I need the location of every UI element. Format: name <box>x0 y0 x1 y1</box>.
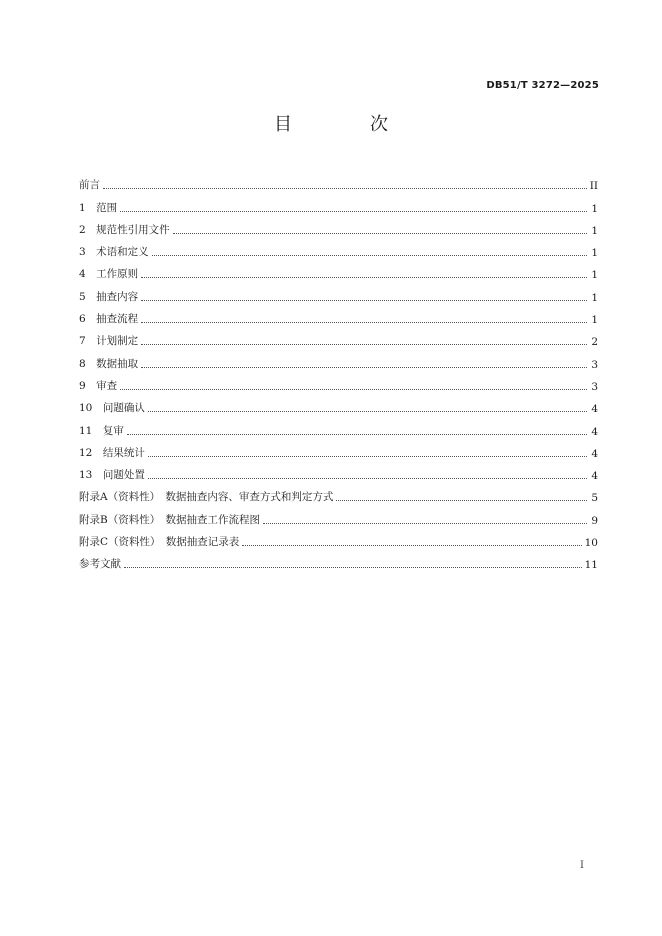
toc-entry-page: 9 <box>591 514 598 527</box>
toc-entry-foreword[interactable] <box>79 170 598 192</box>
toc-entry-label: 参考文献 <box>79 558 121 571</box>
toc-entry-appendix-c[interactable] <box>79 527 598 549</box>
toc-entry-page: 10 <box>584 537 598 550</box>
toc-entry-page: 5 <box>591 492 598 505</box>
page-title: 目 次 <box>274 114 418 135</box>
toc-entry-page: 3 <box>591 380 598 393</box>
table-of-contents <box>79 170 598 571</box>
toc-entry-page: 1 <box>591 291 598 304</box>
toc-entry-normative-references[interactable] <box>79 215 598 237</box>
toc-entry-label: 10 问题确认 <box>79 402 145 415</box>
toc-entry-page: 4 <box>591 447 598 460</box>
toc-entry-working-principles[interactable] <box>79 259 598 281</box>
toc-entry-page: 1 <box>591 224 598 237</box>
toc-entry-label: 11 复审 <box>79 424 124 437</box>
dot-leader <box>124 557 582 568</box>
document-code: DB51/T 3272—2025 <box>486 80 599 91</box>
dot-leader <box>173 223 587 234</box>
toc-entry-terms-definitions[interactable] <box>79 237 598 259</box>
toc-entry-page: 11 <box>584 559 598 572</box>
toc-entry-re-review[interactable] <box>79 415 598 437</box>
toc-entry-page: 2 <box>591 336 598 349</box>
toc-entry-label: 前言 <box>79 179 100 192</box>
toc-entry-appendix-b[interactable] <box>79 504 598 526</box>
dot-leader <box>103 178 587 189</box>
toc-entry-label: 12 结果统计 <box>79 446 145 459</box>
toc-entry-label: 附录A（资料性） 数据抽查内容、审查方式和判定方式 <box>79 491 334 504</box>
toc-entry-bibliography[interactable] <box>79 549 598 571</box>
toc-entry-label: 7 计划制定 <box>79 335 139 348</box>
toc-entry-page: 4 <box>591 425 598 438</box>
dot-leader <box>336 490 587 501</box>
toc-entry-data-extraction[interactable] <box>79 348 598 370</box>
dot-leader <box>148 446 587 457</box>
toc-entry-review[interactable] <box>79 371 598 393</box>
dot-leader <box>120 201 587 212</box>
toc-entry-label: 6 抽查流程 <box>79 313 139 326</box>
dot-leader <box>141 334 587 345</box>
toc-entry-page: 1 <box>591 314 598 327</box>
toc-entry-inspection-content[interactable] <box>79 281 598 303</box>
toc-entry-inspection-process[interactable] <box>79 304 598 326</box>
dot-leader <box>263 513 587 524</box>
toc-entry-label: 附录B（资料性） 数据抽查工作流程图 <box>79 513 260 526</box>
toc-entry-label: 9 审查 <box>79 379 118 392</box>
dot-leader <box>127 424 587 435</box>
dot-leader <box>120 379 587 390</box>
page-number: I <box>580 860 584 871</box>
toc-entry-page: 1 <box>591 269 598 282</box>
toc-entry-label: 4 工作原则 <box>79 268 139 281</box>
dot-leader <box>141 357 587 368</box>
toc-entry-page: 4 <box>591 403 598 416</box>
toc-entry-scope[interactable] <box>79 192 598 214</box>
toc-entry-label: 1 范围 <box>79 201 118 214</box>
dot-leader <box>141 312 587 323</box>
dot-leader <box>152 245 587 256</box>
toc-entry-result-statistics[interactable] <box>79 438 598 460</box>
toc-entry-label: 8 数据抽取 <box>79 357 139 370</box>
toc-entry-issue-confirmation[interactable] <box>79 393 598 415</box>
toc-entry-page: 3 <box>591 358 598 371</box>
toc-entry-plan-formulation[interactable] <box>79 326 598 348</box>
toc-entry-issue-handling[interactable] <box>79 460 598 482</box>
toc-entry-label: 3 术语和定义 <box>79 246 149 259</box>
dot-leader <box>242 535 581 546</box>
toc-entry-page: II <box>589 180 598 193</box>
toc-entry-label: 5 抽查内容 <box>79 290 139 303</box>
toc-entry-label: 2 规范性引用文件 <box>79 223 170 236</box>
toc-entry-label: 13 问题处置 <box>79 469 145 482</box>
toc-entry-appendix-a[interactable] <box>79 482 598 504</box>
toc-entry-page: 1 <box>591 202 598 215</box>
dot-leader <box>148 468 587 479</box>
toc-entry-page: 1 <box>591 247 598 260</box>
dot-leader <box>148 401 587 412</box>
toc-entry-label: 附录C（资料性） 数据抽查记录表 <box>79 536 240 549</box>
toc-entry-page: 4 <box>591 470 598 483</box>
dot-leader <box>141 290 587 301</box>
dot-leader <box>141 267 587 278</box>
